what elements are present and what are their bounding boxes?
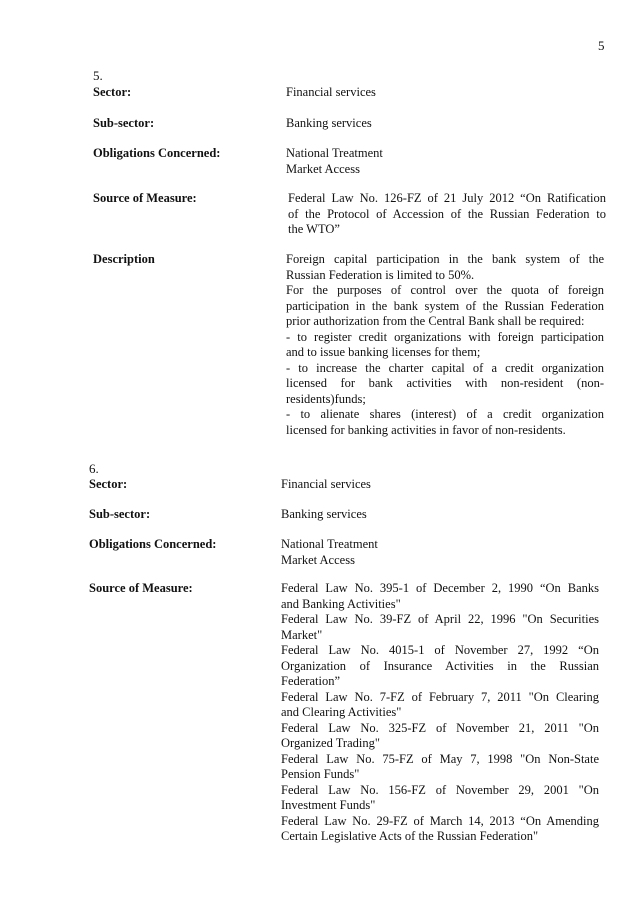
source-line: Organization of Insurance Activities in the Russian [281, 658, 599, 673]
source-line: Federation” [281, 674, 341, 688]
entry-number: 5. [93, 68, 103, 83]
source-line: Investment Funds" [281, 798, 376, 812]
description-line: For the purposes of control over the quota of foreign [286, 283, 604, 297]
source-label: Source of Measure: [93, 191, 197, 205]
source-line: Federal Law No. 75-FZ of May 7, 1998 "On Non-State [281, 751, 599, 766]
sector-value: Financial services [286, 85, 376, 99]
subsector-value: Banking services [281, 507, 367, 521]
obligation-item: Market Access [281, 552, 355, 567]
obligations-value [286, 146, 606, 177]
source-line: Organized Trading" [281, 736, 380, 750]
description-line: licensed for banking activities in favor of non-residents. [286, 422, 566, 437]
source-line: Federal Law No. 39-FZ of April 22, 1996 "On Securities [281, 612, 599, 626]
source-line: and Clearing Activities" [281, 705, 402, 719]
obligations-label: Obligations Concerned: [89, 537, 217, 551]
sector-label: Sector: [93, 85, 132, 99]
description-line: - to register credit organizations with foreign participation [286, 329, 604, 344]
source-line: Federal Law No. 325-FZ of November 21, 2011 "On [281, 720, 599, 735]
description-value [286, 252, 604, 438]
source-line: Pension Funds" [281, 767, 360, 781]
description-line: - to alienate shares (interest) of a credit organization [286, 407, 604, 421]
page-number: 5 [598, 38, 605, 53]
subsector-label: Sub-sector: [89, 507, 151, 521]
entry-number: 6. [89, 461, 99, 476]
source-line: Federal Law No. 126-FZ of 21 July 2012 “On Ratification [288, 191, 606, 205]
source-value [288, 191, 606, 238]
source-line: Federal Law No. 156-FZ of November 29, 2001 "On [281, 782, 599, 797]
obligations-value [281, 537, 599, 568]
source-line: Market" [281, 627, 323, 642]
source-line: Federal Law No. 29-FZ of March 14, 2013 “On Amending [281, 813, 599, 828]
description-line: - to increase the charter capital of a credit organization [286, 360, 604, 375]
source-line: Certain Legislative Acts of the Russian Federation" [281, 829, 539, 843]
obligation-item: National Treatment [281, 537, 378, 551]
description-line: licensed for bank activities with non-resident (non- [286, 376, 604, 390]
source-line: Federal Law No. 4015-1 of November 27, 1992 “On [281, 643, 599, 657]
source-line: and Banking Activities" [281, 596, 401, 611]
sector-value: Financial services [281, 477, 371, 491]
subsector-value: Banking services [286, 116, 372, 130]
description-line: and to issue banking licenses for them; [286, 345, 481, 359]
description-label: Description [93, 252, 155, 266]
description-line: Foreign capital participation in the bank system of the [286, 252, 604, 266]
description-line: Russian Federation is limited to 50%. [286, 267, 475, 282]
description-line: prior authorization from the Central Bank shall be required: [286, 314, 585, 328]
description-line: participation in the bank system of the Russian Federation [286, 298, 604, 313]
obligation-item: National Treatment [286, 146, 383, 160]
description-line: residents)funds; [286, 391, 366, 406]
obligations-label: Obligations Concerned: [93, 146, 221, 160]
source-label: Source of Measure: [89, 581, 193, 595]
source-line: Federal Law No. 7-FZ of February 7, 2011 "On Clearing [281, 689, 599, 704]
source-line: Federal Law No. 395-1 of December 2, 1990 “On Banks [281, 581, 599, 595]
source-line: of the Protocol of Accession of the Russian Federation to [288, 206, 606, 221]
sector-label: Sector: [89, 477, 128, 491]
source-line: the WTO” [288, 222, 340, 236]
source-value [281, 581, 599, 845]
obligation-item: Market Access [286, 161, 360, 176]
subsector-label: Sub-sector: [93, 116, 155, 130]
